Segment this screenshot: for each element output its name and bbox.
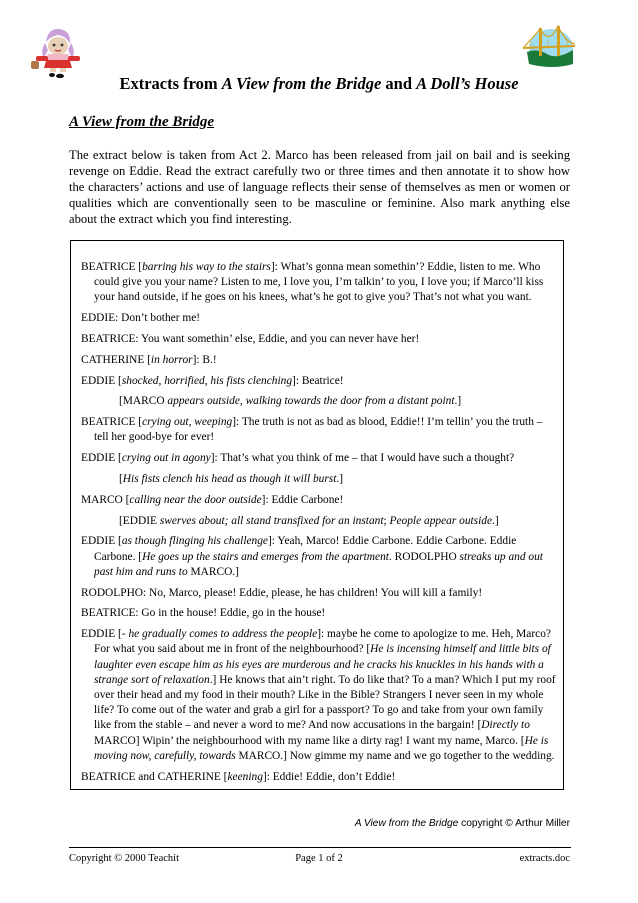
stage-direction [81, 472, 559, 487]
footer-rule [69, 847, 571, 848]
dialogue-line [81, 493, 559, 508]
stage-direction-text: keening [227, 770, 263, 783]
footer-filename: extracts.doc [519, 853, 570, 864]
script-text: .] [492, 514, 499, 527]
script-text: [MARCO [119, 395, 168, 408]
script-text: MARCO [ [81, 493, 130, 506]
script-text: RODOLPHO: No, Marco, please! Eddie, please, he has children! You will kill a family! [81, 586, 483, 599]
copyright-credit [355, 818, 570, 829]
script-text: ]: B.! [192, 353, 217, 366]
script-text: ]: maybe he come to apologize to me. Heh, Marco? For what you said about me in front of the neighbourhood? [ [94, 628, 551, 656]
stage-direction-text: as though flinging his challenge [121, 535, 268, 548]
script-text: BEATRICE: You want somethin’ else, Eddie, and you can never have her! [81, 333, 420, 345]
script-text: ; [383, 514, 390, 527]
stage-direction-text: His fists clench his head as though it will burst [122, 472, 337, 485]
script-text: EDDIE [- [81, 628, 129, 641]
script-text: EDDIE [ [81, 452, 122, 465]
dialogue-line [81, 332, 559, 347]
dialogue-line [81, 606, 559, 621]
script-text: BEATRICE [ [81, 416, 143, 429]
script-text: [EDDIE [119, 514, 160, 527]
dialogue-line [81, 415, 559, 445]
dialogue-line [81, 770, 559, 785]
dialogue-line [81, 311, 559, 326]
script-text: . RODOLPHO [388, 550, 460, 563]
intro-paragraph: The extract below is taken from Act 2. Marco has been released from jail on bail and is seeking revenge on Eddie. Read the extract carefully two or three times and then annotate it to show how the characters’ actions and use of language reflects their sense of themselves as men or women or qualities which are conventionally seen to be masculine or feminine. Also mark anything else about the extract which you find interesting. [69, 148, 570, 226]
footer-copyright: Copyright © 2000 Teachit [69, 853, 179, 864]
script-extract [81, 260, 559, 790]
stage-direction-text: crying out, weeping [142, 416, 233, 429]
dialogue-line [81, 586, 559, 601]
stage-direction-text: in horror [150, 353, 193, 366]
script-text: [ [119, 472, 123, 485]
stage-direction-text: he gradually comes to address the people [128, 628, 318, 641]
script-text: MARCO] Wipin’ the neighbourhood with my name like a dirty rag! I want my name, Marco. [ [94, 734, 525, 747]
script-text: ]: The truth is not as bad as blood, Eddie!! I’m tellin’ you the truth – tell her good-bye for ever! [94, 416, 543, 444]
script-text: ]: Eddie Carbone! [261, 493, 344, 506]
credit-text: copyright © Arthur Miller [458, 818, 570, 829]
title-prefix: Extracts from [119, 74, 222, 93]
script-text: MARCO.] [187, 565, 239, 578]
footer-page-number: Page 1 of 2 [295, 853, 343, 864]
script-text: CATHERINE [ [81, 353, 151, 366]
script-text: BEATRICE and CATHERINE [ [81, 770, 228, 783]
script-text: EDDIE [ [81, 374, 122, 387]
stage-direction-text: He is incensing himself and little bits of laughter even escape him as his eyes are murderous and he cracks his knuckles in his hands with a strange sort of relaxation [94, 643, 551, 686]
stage-direction-text: shocked, horrified, his fists clenching [121, 374, 293, 387]
script-text: BEATRICE [ [81, 261, 143, 273]
stage-direction-text: He goes up the stairs and emerges from the apartment [142, 550, 389, 563]
dialogue-line [81, 353, 559, 368]
script-text: .] [336, 472, 344, 485]
stage-direction [81, 514, 559, 529]
page-title [0, 74, 638, 94]
credit-work-title: A View from the Bridge [354, 818, 459, 829]
dialogue-line [81, 627, 559, 764]
stage-direction [81, 394, 559, 409]
script-text: ]: Eddie! Eddie, don’t Eddie! [262, 770, 396, 783]
script-text: .] [454, 395, 462, 408]
script-text: ]: Yeah, Marco! Eddie Carbone. Eddie Carbone. Eddie Carbone. [ [94, 535, 517, 563]
script-text: BEATRICE: Go in the house! Eddie, go in the house! [81, 607, 326, 620]
script-text: ]: Beatrice! [292, 374, 344, 387]
bridge-clipart-icon [523, 18, 575, 70]
stage-direction-text: streaks up and out past him and runs to [94, 550, 543, 578]
stage-direction-text: barring his way to the stairs [142, 261, 271, 273]
stage-direction-text: He is moving now, carefully, towards [94, 734, 549, 762]
script-text: ]: What’s gonna mean somethin’? Eddie, listen to me. Who could give you your name? Listen to me, I love you, I’m talkin’ to you, I love you; if Marco’ll kiss your hand outside, if he goes on his knees, what’s he got to give you? That’s not what you want. [94, 261, 544, 304]
stage-direction-text: appears outside, walking towards the door from a distant point [167, 395, 455, 408]
dialogue-line [81, 534, 559, 580]
script-text: ]: That’s what you think of me – that I would have such a thought? [210, 452, 515, 465]
doll-clipart-icon [26, 12, 86, 78]
title-work-2: A Doll’s House [416, 74, 519, 93]
dialogue-line [81, 260, 559, 306]
script-text: EDDIE [ [81, 535, 122, 548]
script-text: EDDIE: Don’t bother me! [81, 312, 201, 325]
script-text: .] He knows that ain’t right. To do like that? To a man? Which I put my roof over their head and my food in their mouth? Like in the Bible? Strangers I never seen in my whole life? To come out of the water and grab a girl for a passport? To go and take from your own family like from the stable – and never a word to me? And now accusations in the bargain! [ [94, 673, 556, 732]
title-middle: and [381, 74, 417, 93]
section-heading: A View from the Bridge [69, 114, 215, 130]
stage-direction-text: People appear outside [389, 514, 493, 527]
stage-direction-text: Directly to [481, 719, 530, 732]
stage-direction-text: crying out in agony [121, 452, 211, 465]
title-work-1: A View from the Bridge [221, 74, 382, 93]
dialogue-line [81, 374, 559, 389]
stage-direction-text: calling near the door outside [129, 493, 262, 506]
script-text: MARCO.] Now gimme my name and we go together to the wedding. [235, 749, 555, 762]
stage-direction-text: swerves about; all stand transfixed for an instant [159, 514, 384, 527]
dialogue-line [81, 451, 559, 466]
